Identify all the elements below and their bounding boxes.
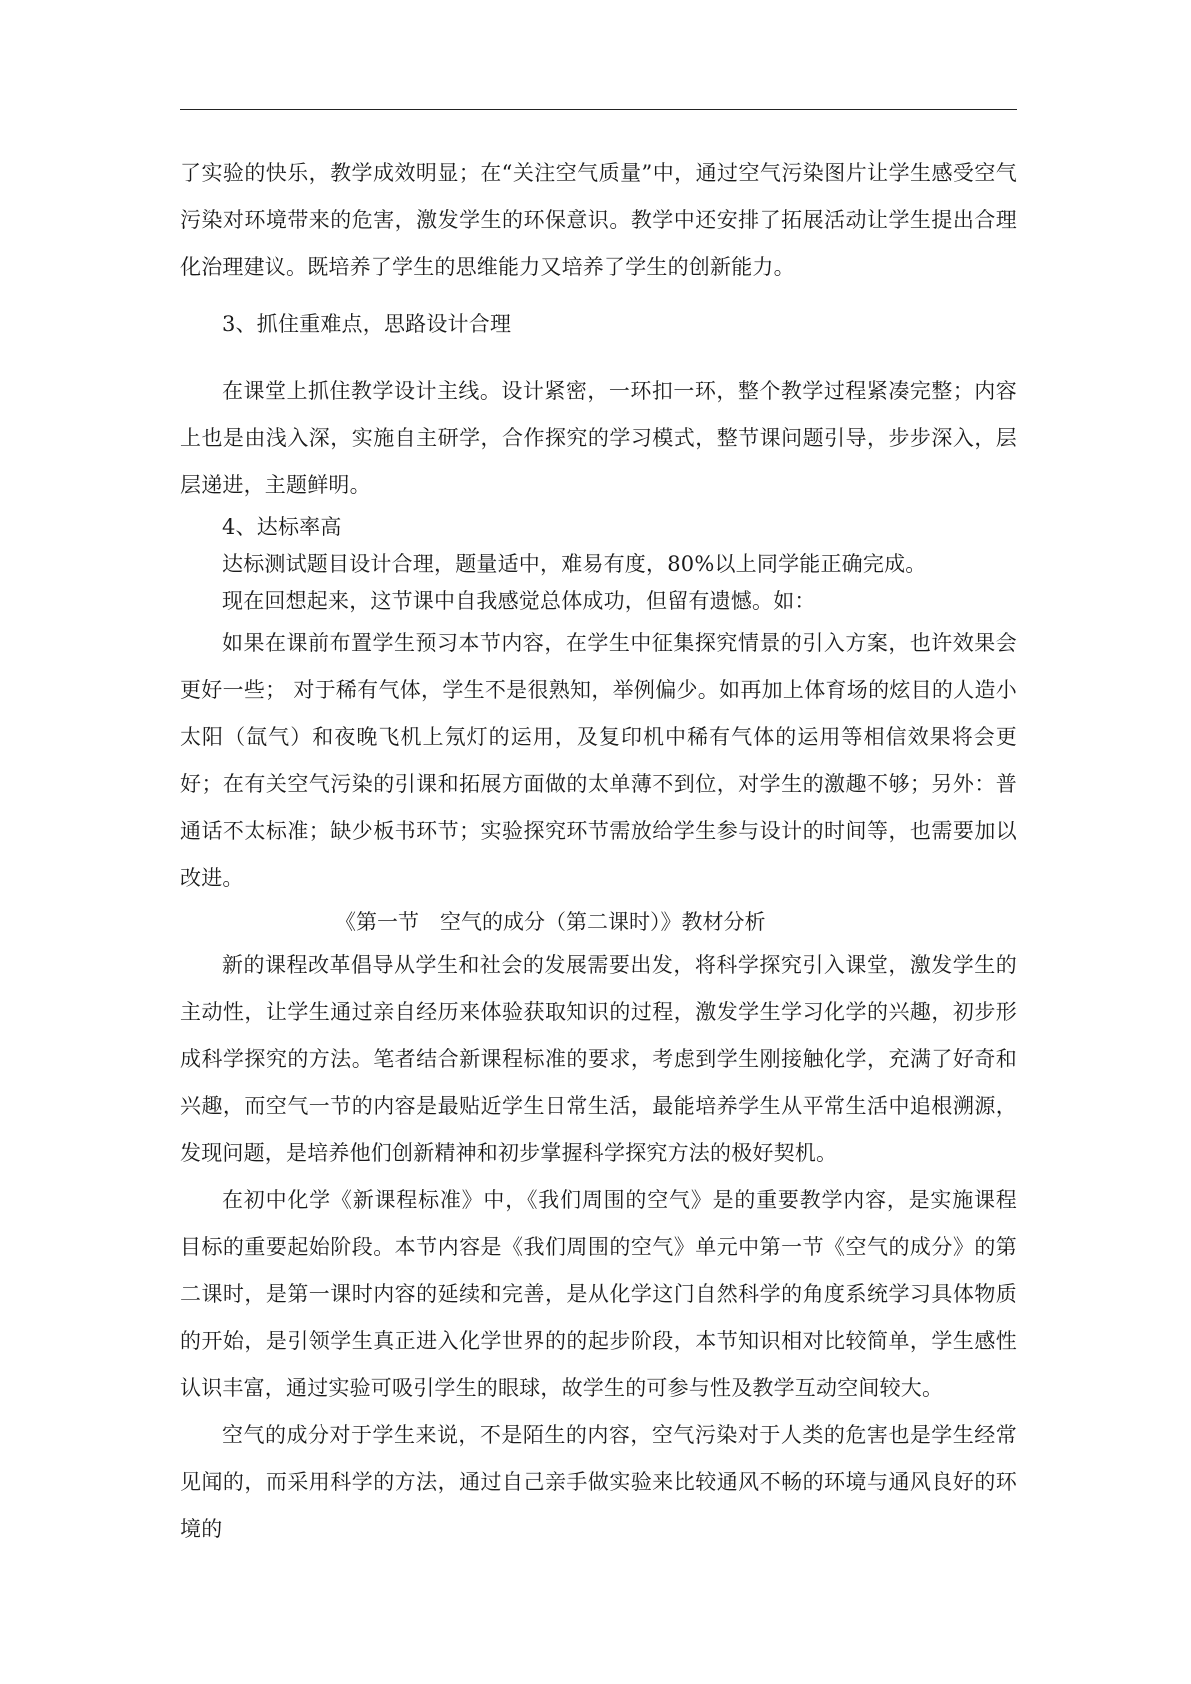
section-title: 《第一节 空气的成分（第二课时）》教材分析 [335,910,766,934]
paragraph-test-rate: 达标测试题目设计合理，题量适中，难易有度，80%以上同学能正确完成。 [222,552,927,576]
heading-point-3: 3、抓住重难点，思路设计合理 [222,312,512,336]
paragraph-air-composition: 空气的成分对于学生来说，不是陌生的内容，空气污染对于人类的危害也是学生经常见闻的，而采用科学的方法，通过自己亲手做实验来比较通风不畅的环境与通风良好的环境的 [180,1423,1017,1541]
paragraph-reflection-intro: 现在回想起来，这节课中自我感觉总体成功，但留有遗憾。如： [222,589,816,613]
paragraph-curriculum-standard: 在初中化学《新课程标准》中，《我们周围的空气》是的重要教学内容，是实施课程目标的重要起始阶段。本节内容是《我们周围的空气》单元中第一节《空气的成分》的第二课时，是第一课时内容的延续和完善，是从化学这门自然科学的角度系统学习具体物质的开始，是引领学生真正进入化学世界的的起步阶段，本节知识相对比较简单，学生感性认识丰富，通过实验可吸引学生的眼球，故学生的可参与性及教学互动空间较大。 [180,1188,1017,1400]
paragraph-curriculum-reform: 新的课程改革倡导从学生和社会的发展需要出发，将科学探究引入课堂，激发学生的主动性，让学生通过亲自经历来体验获取知识的过程，激发学生学习化学的兴趣，初步形成科学探究的方法。笔者结合新课程标准的要求，考虑到学生刚接触化学，充满了好奇和兴趣，而空气一节的内容是最贴近学生日常生活，最能培养学生从平常生活中追根溯源，发现问题，是培养他们创新精神和初步掌握科学探究方法的极好契机。 [180,953,1017,1165]
document-body [180,150,1017,1553]
paragraph-regrets: 如果在课前布置学生预习本节内容，在学生中征集探究情景的引入方案，也许效果会更好一些； 对于稀有气体，学生不是很熟知，举例偏少。如再加上体育场的炫目的人造小太阳（氙气）和夜晚飞机上氖灯的运用，及复印机中稀有气体的运用等相信效果将会更好；在有关空气污染的引课和拓展方面做的太单薄不到位，对学生的激趣不够；另外：普通话不太标准；缺少板书环节；实验探究环节需放给学生参与设计的时间等，也需要加以改进。 [180,631,1017,890]
paragraph-design-mainline: 在课堂上抓住教学设计主线。设计紧密，一环扣一环，整个教学过程紧凑完整；内容上也是由浅入深，实施自主研学，合作探究的学习模式，整节课问题引导，步步深入，层层递进，主题鲜明。 [180,379,1017,497]
header-rule [180,109,1017,110]
paragraph-teaching-effect: 了实验的快乐，教学成效明显；在“关注空气质量”中，通过空气污染图片让学生感受空气污染对环境带来的危害，激发学生的环保意识。教学中还安排了拓展活动让学生提出合理化治理建议。既培养了学生的思维能力又培养了学生的创新能力。 [180,161,1017,279]
heading-point-4: 4、达标率高 [222,515,342,539]
